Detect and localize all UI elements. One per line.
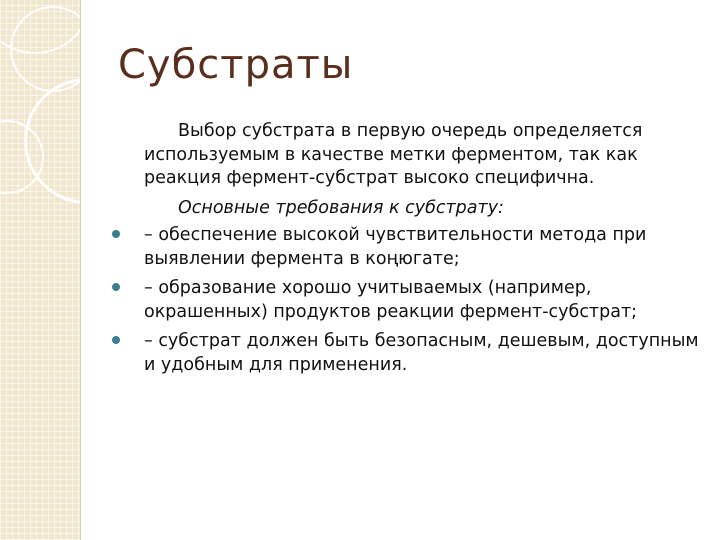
intro-paragraph: Выбор субстрата в первую очередь определяется используемым в качестве метки ферментом, так как реакция фермент-субстрат высоко специфична. — [144, 121, 643, 188]
bullet-item — [120, 330, 710, 377]
bullet-item — [120, 224, 710, 271]
slide-body — [120, 120, 710, 383]
slide-title: Субстраты — [118, 42, 354, 88]
sidebar-divider — [80, 0, 81, 540]
round-bullet-icon — [110, 281, 122, 293]
round-bullet-icon — [110, 334, 122, 346]
bullet-text: – образование хорошо учитываемых (например, окрашенных) продуктов реакции фермент-субстрат; — [144, 278, 638, 322]
bullet-text: – субстрат должен быть безопасным, дешевым, доступным и удобным для применения. — [144, 331, 699, 375]
decorative-sidebar — [0, 0, 80, 540]
requirements-heading: Основные требования к субстрату: — [178, 197, 504, 218]
decorative-circle — [10, 6, 80, 92]
bullet-item — [120, 277, 710, 324]
bullet-text: – обеспечение высокой чувствительности метода при выявлении фермента в коңюгате; — [144, 225, 647, 269]
round-bullet-icon — [110, 228, 122, 240]
